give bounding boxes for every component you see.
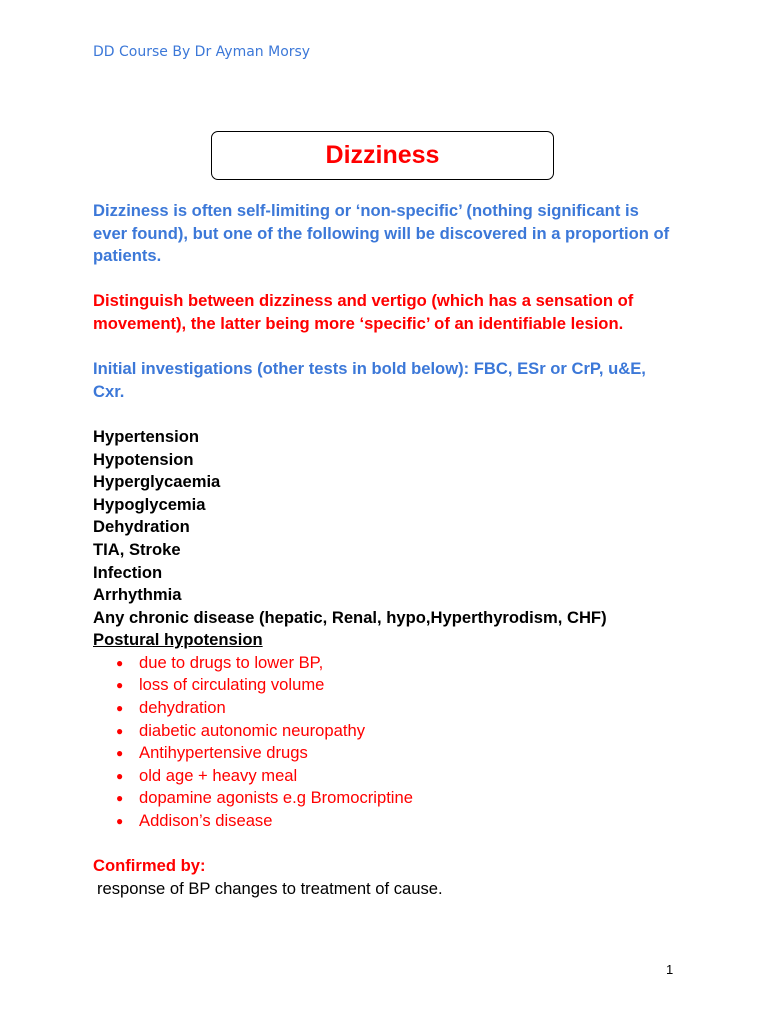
- page-title: Dizziness: [325, 141, 440, 169]
- cause-item: Arrhythmia: [93, 585, 182, 605]
- list-item: ● dehydration: [93, 697, 673, 720]
- bullet-icon: ●: [116, 723, 124, 738]
- list-item: ● old age + heavy meal: [93, 765, 673, 788]
- list-item: ● Addison’s disease: [93, 810, 673, 833]
- confirmed-heading: Confirmed by:: [93, 856, 206, 876]
- cause-item: Hyperglycaemia: [93, 472, 221, 492]
- intro-paragraph: Dizziness is often self-limiting or ‘non-specific’ (nothing significant is ever found), but one of the following will be discovered in a proportion of patients.: [93, 201, 670, 266]
- cause-item: Hypoglycemia: [93, 494, 206, 514]
- list-item: ● due to drugs to lower BP,: [93, 652, 673, 675]
- bullet-icon: ●: [116, 701, 124, 716]
- cause-item: Hypotension: [93, 449, 194, 469]
- cause-item: Hypertension: [93, 426, 200, 446]
- distinguish-paragraph: Distinguish between dizziness and vertigo (which has a sensation of movement), the latter being more ‘specific’ of an identifiable lesion.: [93, 291, 634, 333]
- bullet-icon: ●: [116, 814, 124, 829]
- list-item: ● loss of circulating volume: [93, 674, 673, 697]
- document-body: [93, 200, 673, 900]
- cause-item: Dehydration: [93, 517, 190, 537]
- causes-list: [93, 426, 673, 629]
- cause-item: Any chronic disease (hepatic, Renal, hypo,Hyperthyrodism, CHF): [93, 607, 607, 627]
- list-item: ● diabetic autonomic neuropathy: [93, 720, 673, 743]
- bullet-icon: ●: [116, 678, 124, 693]
- investigations-paragraph: Initial investigations (other tests in bold below): FBC, ESr or CrP, u&E, Cxr.: [93, 359, 646, 401]
- list-item: ● dopamine agonists e.g Bromocriptine: [93, 787, 673, 810]
- bullet-icon: ●: [116, 655, 124, 670]
- bullet-icon: ●: [116, 791, 124, 806]
- document-header: DD Course By Dr Ayman Morsy: [93, 44, 311, 60]
- cause-item: Infection: [93, 562, 163, 582]
- confirmed-text: response of BP changes to treatment of cause.: [97, 878, 443, 898]
- postural-bullet-list: [93, 652, 673, 833]
- bullet-icon: ●: [116, 746, 124, 761]
- cause-item: TIA, Stroke: [93, 539, 181, 559]
- title-box: [211, 131, 554, 180]
- list-item: ● Antihypertensive drugs: [93, 742, 673, 765]
- postural-heading: Postural hypotension: [93, 630, 263, 650]
- bullet-icon: ●: [116, 768, 124, 783]
- page-number: 1: [666, 962, 674, 977]
